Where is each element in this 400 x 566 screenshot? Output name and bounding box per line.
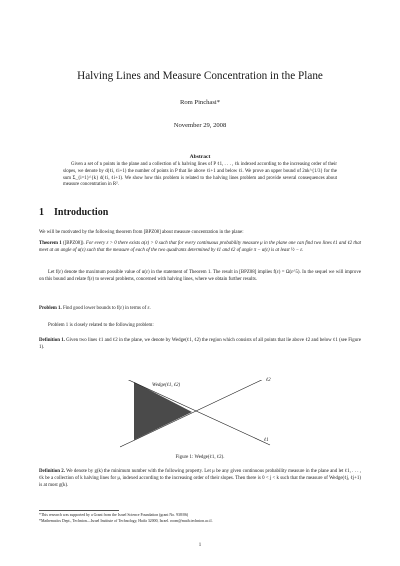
- definition-1-text: Given two lines ℓ1 and ℓ2 in the plane, we denote by Wedge(ℓ1, ℓ2) the region which consists of all points that lie above ℓ2 and below ℓ1 (see Figure 1).: [39, 338, 361, 351]
- definition-1: [39, 337, 361, 351]
- abstract-text: Given a set of n points in the plane and a collection of k halving lines of P ℓ1, . . . , ℓk indexed according to the increasing order of their slopes, we denote by d(ℓi, ℓi+1) the number of points in P that lie above ℓi+1 and below ℓi. We prove an upper bound of 2nk^{1/3} for the sum Σ_{i=1}^{k} d(ℓi, ℓi+1). We show how this problem is related to the halving lines problem and provide several consequences about measure concentration in R².: [63, 162, 337, 188]
- date: November 29, 2008: [173, 122, 227, 129]
- footnote-1: *This research was supported by a Grant from the Israel Science Foundation (grant No. 938/06): [39, 513, 189, 517]
- paragraph-3: Problem 1 is closely related to the following problem:: [48, 323, 154, 328]
- theorem-text: For every ε > 0 there exists α(ε) > 0 such that for every continuous probability measure μ in the plane one can find two lines ℓ1 and ℓ2 that meet at an angle of α(ε) such that the measure of each of the two quadrants determined by ℓ1 and ℓ2 of angle π − α(ε) is at least ½ − ε.: [39, 241, 361, 254]
- section-heading: [39, 207, 108, 218]
- definition-1-label: Definition 1.: [39, 338, 65, 343]
- abstract-heading: Abstract: [189, 154, 211, 160]
- l2-label: ℓ2: [266, 378, 271, 383]
- problem-label: Problem 1.: [39, 306, 62, 311]
- section-number: 1: [39, 207, 44, 218]
- paragraph-2: Let f(ε) denote the maximum possible value of α(ε) in the statement of Theorem 1. The result in [BPZ08] implies f(ε) = Ω(ε^5). In the sequel we will improve on this bound and relate f(ε) to several problems, concerned with halving lines, where we obtain further results.: [39, 270, 361, 283]
- definition-2-label: Definition 2.: [39, 469, 65, 474]
- definition-2: [39, 468, 361, 490]
- theorem-label: Theorem 1: [39, 241, 62, 246]
- l1-label: ℓ1: [264, 438, 269, 443]
- figure-1: [120, 380, 280, 450]
- intro-paragraph: We will be motivated by the following theorem from [BPZ08] about measure concentration in the plane:: [39, 230, 244, 235]
- figure-caption: Figure 1: Wedge(ℓ1, ℓ2).: [175, 455, 225, 460]
- author: Rom Pinchasi*: [179, 99, 221, 106]
- footnote-2: *Mathematics Dept., Technion—Israel Institute of Technology, Haifa 32000, Israel. room@math.technion.ac.il.: [39, 519, 213, 523]
- definition-2-text: We denote by g(k) the minimum number with the following property. Let μ be any given continuous probability measure in the plane and let ℓ1, . . . , ℓk be a collection of k halving lines for μ, indexed according to the increasing order of their slopes. Then there is 0 < j < k such that the measure of Wedge(ℓj, ℓj+1) is at most g(k).: [39, 469, 362, 489]
- theorem-ref: ([BPZ08]).: [63, 241, 85, 246]
- paper-title: Halving Lines and Measure Concentration in the Plane: [77, 70, 323, 82]
- page-number: 1: [198, 543, 202, 548]
- wedge-label: Wedge(ℓ1, ℓ2): [152, 383, 181, 388]
- footnote-rule: [39, 510, 119, 511]
- wedge-region: [134, 382, 192, 440]
- section-title: Introduction: [54, 207, 109, 218]
- problem-1: [39, 305, 361, 312]
- problem-text: Find good lower bounds to f(ε) in terms of ε.: [62, 306, 151, 311]
- theorem-1: [39, 240, 361, 254]
